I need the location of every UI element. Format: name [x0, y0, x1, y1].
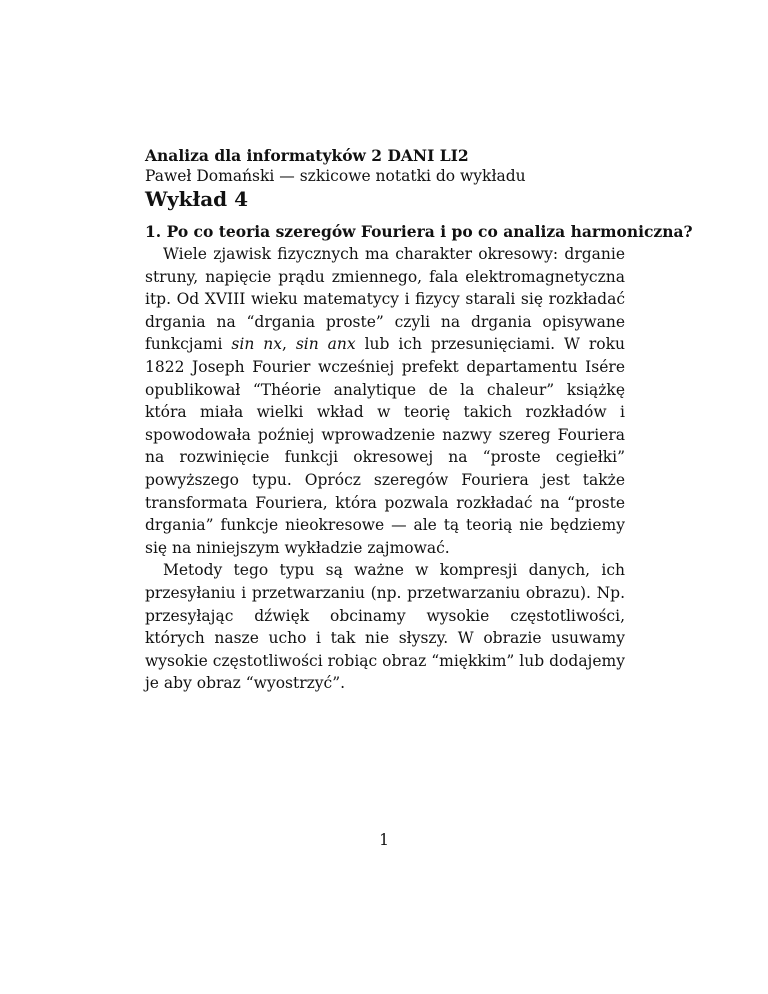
paragraph-1-text-a: Wiele zjawisk fizycznych ma charakter okresowy: drganie struny, napięcie prądu zmiennego, fala elektromagnetyczna itp. Od XVIII wieku matematycy i fizycy starali się rozkładać drgania na “drgania proste” czyli na drgania opisywane funkcjami	[145, 245, 625, 354]
paragraph-1	[145, 243, 625, 559]
lecture-title: Wykład 4	[145, 187, 249, 211]
course-title: Analiza dla informatyków 2 DANI LI2	[145, 146, 469, 165]
section-heading: 1. Po co teoria szeregów Fouriera i po co analiza harmoniczna?	[145, 222, 693, 241]
paragraph-2: Metody tego typu są ważne w kompresji danych, ich przesyłaniu i przetwarzaniu (np. przetwarzaniu obrazu). Np. przesyłając dźwięk obcinamy wysokie częstotliwości, których nasze ucho i tak nie słyszy. W obrazie usuwamy wysokie częstotliwości robiąc obraz “miękkim” lub dodajemy je aby obraz “wyostrzyć”.	[145, 561, 625, 693]
paragraph-1-text-b: lub ich przesunięciami. W roku 1822 Joseph Fourier wcześniej prefekt departamentu Isére opublikował “Théorie analytique de la chaleur” książkę która miała wielki wkład w teorię takich rozkładów i spowodowała poźniej wprowadzenie nazwy szereg Fouriera na rozwinięcie funkcji okresowej na “proste cegiełki” powyższego typu. Oprócz szeregów Fouriera jest także transformata Fouriera, która pozwala rozkładać na “proste drgania” funkcje nieokresowe — ale tą teorią nie będziemy się na niniejszym wykładzie zajmować.	[145, 335, 626, 557]
document-header	[145, 146, 645, 212]
math-sin-nx: sin nx	[231, 335, 282, 354]
math-sin-anx: sin anx	[295, 335, 356, 354]
section-1	[145, 221, 693, 695]
author-line: Paweł Domański — szkicowe notatki do wykładu	[145, 167, 526, 185]
page-number: 1	[379, 831, 389, 849]
paragraph-1-separator: ,	[281, 335, 296, 354]
